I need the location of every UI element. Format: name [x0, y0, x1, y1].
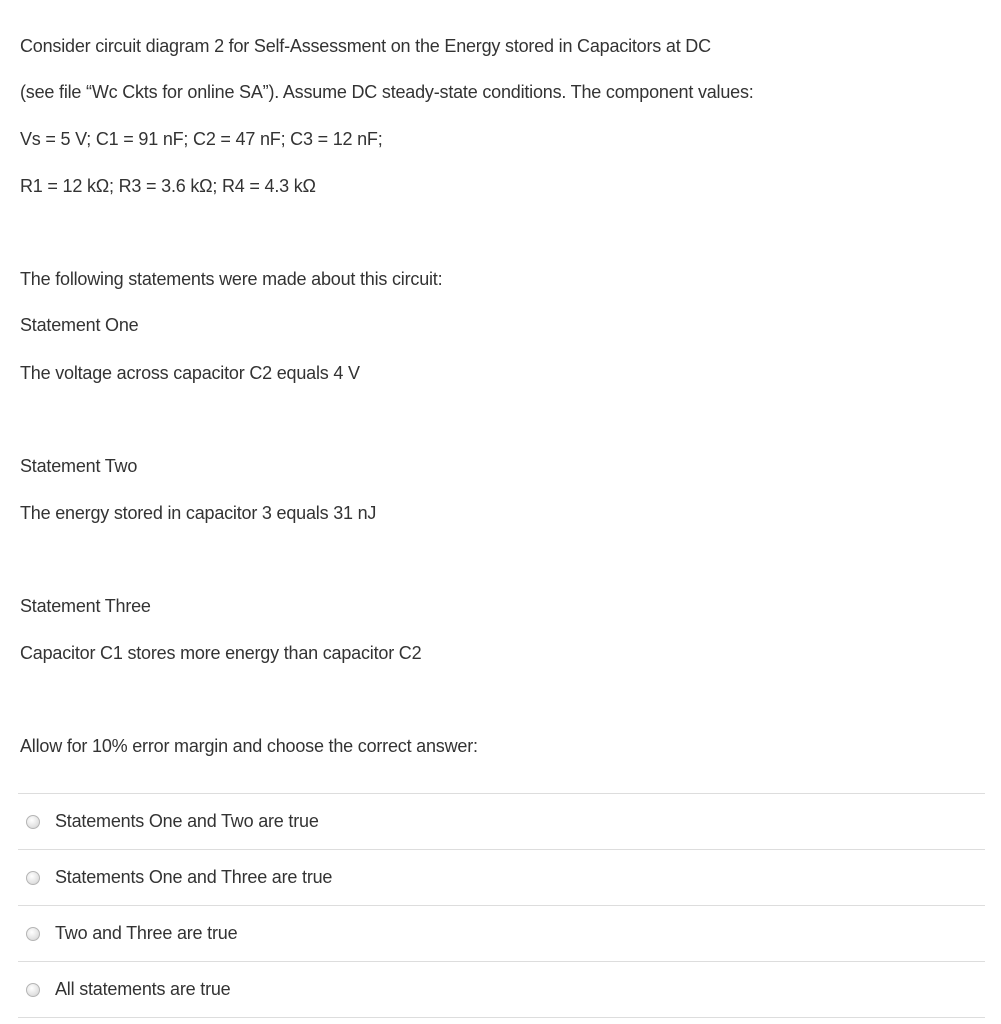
component-values-line-2: R1 = 12 kΩ; R3 = 3.6 kΩ; R4 = 4.3 kΩ [20, 176, 316, 196]
radio-button[interactable] [26, 815, 40, 829]
answer-option-all-true[interactable] [18, 961, 985, 1018]
statements-intro: The following statements were made about this circuit: [20, 269, 443, 289]
radio-button[interactable] [26, 871, 40, 885]
answer-instruction: Allow for 10% error margin and choose the correct answer: [20, 736, 478, 756]
answer-option-label: Statements One and Two are true [55, 811, 319, 831]
answer-option-one-and-three[interactable] [18, 849, 985, 905]
statement-two-text: The energy stored in capacitor 3 equals 31 nJ [20, 503, 377, 523]
component-values-line-1: Vs = 5 V; C1 = 91 nF; C2 = 47 nF; C3 = 12 nF; [20, 129, 383, 149]
answer-option-two-and-three[interactable] [18, 905, 985, 961]
answer-options [18, 793, 985, 1018]
statement-one-heading: Statement One [20, 315, 139, 335]
question-intro-line-2: (see file “Wc Ckts for online SA”). Assume DC steady-state conditions. The component values: [20, 82, 754, 102]
radio-button[interactable] [26, 927, 40, 941]
answer-option-label: Statements One and Three are true [55, 867, 333, 887]
statement-one-text: The voltage across capacitor C2 equals 4 V [20, 363, 360, 383]
radio-button[interactable] [26, 983, 40, 997]
statement-two-heading: Statement Two [20, 456, 138, 476]
answer-option-label: Two and Three are true [55, 923, 238, 943]
statement-three-heading: Statement Three [20, 596, 151, 616]
answer-option-one-and-two[interactable] [18, 793, 985, 849]
answer-option-label: All statements are true [55, 979, 231, 999]
question-intro-line-1: Consider circuit diagram 2 for Self-Assessment on the Energy stored in Capacitors at DC [20, 36, 711, 56]
statement-three-text: Capacitor C1 stores more energy than capacitor C2 [20, 643, 422, 663]
